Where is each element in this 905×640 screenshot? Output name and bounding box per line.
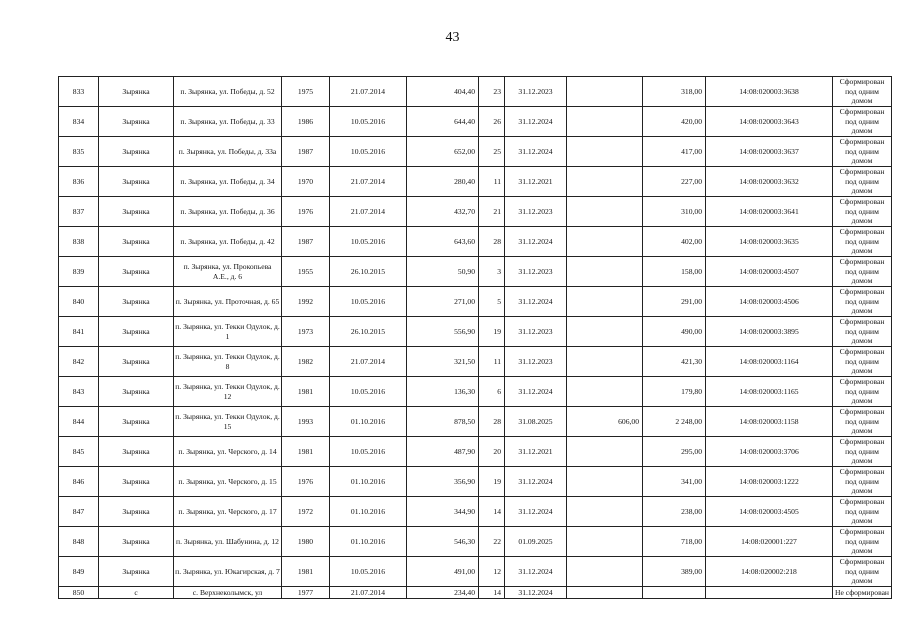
deadline-date-cell: 31.12.2023 [505,317,567,347]
table-row [59,587,892,599]
land-area-cell: 227,00 [643,167,706,197]
row-number-cell: 840 [59,287,99,317]
cadastral-number-cell: 14:08:020003:3635 [706,227,833,257]
deadline-date-cell: 31.12.2024 [505,497,567,527]
table-row [59,167,892,197]
land-status-cell: Сформирован под одним домом [833,107,892,137]
registration-date-cell: 01.10.2016 [330,497,407,527]
registration-date-cell: 10.05.2016 [330,437,407,467]
cadastral-number-cell [706,587,833,599]
residents-count-cell: 3 [479,257,505,287]
total-area-cell: 546,30 [407,527,479,557]
land-status-cell: Не сформирован [833,587,892,599]
deadline-date-cell: 31.12.2021 [505,167,567,197]
extra-area-cell [567,497,643,527]
table-row [59,407,892,437]
locality-cell: Зырянка [99,77,174,107]
total-area-cell: 344,90 [407,497,479,527]
total-area-cell: 271,00 [407,287,479,317]
year-built-cell: 1955 [282,257,330,287]
row-number-cell: 834 [59,107,99,137]
total-area-cell: 878,50 [407,407,479,437]
deadline-date-cell: 31.12.2024 [505,287,567,317]
address-cell: п. Зырянка, ул. Черского, д. 14 [174,437,282,467]
address-cell: п. Зырянка, ул. Победы, д. 42 [174,227,282,257]
table-row [59,197,892,227]
residents-count-cell: 21 [479,197,505,227]
residents-count-cell: 12 [479,557,505,587]
total-area-cell: 50,90 [407,257,479,287]
address-cell: п. Зырянка, ул. Победы, д. 36 [174,197,282,227]
total-area-cell: 652,00 [407,137,479,167]
registration-date-cell: 10.05.2016 [330,227,407,257]
row-number-cell: 843 [59,377,99,407]
land-area-cell: 421,30 [643,347,706,377]
cadastral-number-cell: 14:08:020003:3632 [706,167,833,197]
land-area-cell: 490,00 [643,317,706,347]
year-built-cell: 1987 [282,137,330,167]
land-status-cell: Сформирован под одним домом [833,167,892,197]
total-area-cell: 644,40 [407,107,479,137]
residents-count-cell: 23 [479,77,505,107]
table-row [59,377,892,407]
extra-area-cell [567,377,643,407]
registration-date-cell: 10.05.2016 [330,107,407,137]
extra-area-cell [567,197,643,227]
table-row [59,257,892,287]
extra-area-cell [567,227,643,257]
extra-area-cell [567,467,643,497]
cadastral-number-cell: 14:08:020003:1222 [706,467,833,497]
extra-area-cell [567,527,643,557]
total-area-cell: 491,00 [407,557,479,587]
housing-registry-table [58,76,892,599]
residents-count-cell: 14 [479,497,505,527]
year-built-cell: 1970 [282,167,330,197]
total-area-cell: 234,40 [407,587,479,599]
total-area-cell: 280,40 [407,167,479,197]
table-row [59,497,892,527]
cadastral-number-cell: 14:08:020003:3895 [706,317,833,347]
table-row [59,557,892,587]
registration-date-cell: 10.05.2016 [330,377,407,407]
registration-date-cell: 21.07.2014 [330,167,407,197]
deadline-date-cell: 31.12.2024 [505,467,567,497]
year-built-cell: 1987 [282,227,330,257]
cadastral-number-cell: 14:08:020003:3706 [706,437,833,467]
land-area-cell: 2 248,00 [643,407,706,437]
registration-date-cell: 01.10.2016 [330,527,407,557]
year-built-cell: 1976 [282,467,330,497]
locality-cell: Зырянка [99,467,174,497]
row-number-cell: 833 [59,77,99,107]
locality-cell: Зырянка [99,287,174,317]
address-cell: п. Зырянка, ул. Текки Одулок, д. 8 [174,347,282,377]
address-cell: п. Зырянка, ул. Юкагирская, д. 7 [174,557,282,587]
year-built-cell: 1986 [282,107,330,137]
residents-count-cell: 28 [479,227,505,257]
deadline-date-cell: 31.12.2023 [505,347,567,377]
row-number-cell: 841 [59,317,99,347]
land-area-cell: 158,00 [643,257,706,287]
total-area-cell: 643,60 [407,227,479,257]
locality-cell: Зырянка [99,227,174,257]
locality-cell: с [99,587,174,599]
residents-count-cell: 22 [479,527,505,557]
row-number-cell: 839 [59,257,99,287]
land-area-cell: 291,00 [643,287,706,317]
year-built-cell: 1992 [282,287,330,317]
year-built-cell: 1982 [282,347,330,377]
address-cell: п. Зырянка, ул. Победы, д. 33а [174,137,282,167]
land-status-cell: Сформирован под одним домом [833,287,892,317]
deadline-date-cell: 31.12.2024 [505,107,567,137]
registration-date-cell: 21.07.2014 [330,197,407,227]
cadastral-number-cell: 14:08:020003:1165 [706,377,833,407]
row-number-cell: 838 [59,227,99,257]
land-status-cell: Сформирован под одним домом [833,227,892,257]
total-area-cell: 404,40 [407,77,479,107]
registration-date-cell: 26.10.2015 [330,317,407,347]
land-area-cell: 389,00 [643,557,706,587]
locality-cell: Зырянка [99,347,174,377]
residents-count-cell: 6 [479,377,505,407]
land-area-cell: 238,00 [643,497,706,527]
land-area-cell: 402,00 [643,227,706,257]
cadastral-number-cell: 14:08:020003:1158 [706,407,833,437]
total-area-cell: 556,90 [407,317,479,347]
land-status-cell: Сформирован под одним домом [833,467,892,497]
deadline-date-cell: 01.09.2025 [505,527,567,557]
land-area-cell: 318,00 [643,77,706,107]
extra-area-cell [567,107,643,137]
row-number-cell: 847 [59,497,99,527]
extra-area-cell [567,257,643,287]
cadastral-number-cell: 14:08:020003:4507 [706,257,833,287]
table-row [59,227,892,257]
year-built-cell: 1975 [282,77,330,107]
land-area-cell: 417,00 [643,137,706,167]
residents-count-cell: 28 [479,407,505,437]
total-area-cell: 136,30 [407,377,479,407]
land-area-cell: 295,00 [643,437,706,467]
locality-cell: Зырянка [99,437,174,467]
residents-count-cell: 20 [479,437,505,467]
extra-area-cell [567,77,643,107]
row-number-cell: 837 [59,197,99,227]
locality-cell: Зырянка [99,257,174,287]
year-built-cell: 1973 [282,317,330,347]
total-area-cell: 432,70 [407,197,479,227]
year-built-cell: 1972 [282,497,330,527]
address-cell: п. Зырянка, ул. Прокопьева А.Е., д. 6 [174,257,282,287]
total-area-cell: 356,90 [407,467,479,497]
land-status-cell: Сформирован под одним домом [833,317,892,347]
locality-cell: Зырянка [99,137,174,167]
table-row [59,107,892,137]
total-area-cell: 321,50 [407,347,479,377]
address-cell: п. Зырянка, ул. Текки Одулок, д. 12 [174,377,282,407]
residents-count-cell: 11 [479,167,505,197]
land-status-cell: Сформирован под одним домом [833,377,892,407]
locality-cell: Зырянка [99,407,174,437]
year-built-cell: 1993 [282,407,330,437]
registration-date-cell: 21.07.2014 [330,77,407,107]
deadline-date-cell: 31.12.2024 [505,587,567,599]
deadline-date-cell: 31.12.2023 [505,257,567,287]
cadastral-number-cell: 14:08:020003:3641 [706,197,833,227]
registration-date-cell: 26.10.2015 [330,257,407,287]
deadline-date-cell: 31.12.2024 [505,377,567,407]
table-row [59,317,892,347]
locality-cell: Зырянка [99,497,174,527]
table-row [59,437,892,467]
land-area-cell: 179,80 [643,377,706,407]
residents-count-cell: 26 [479,107,505,137]
total-area-cell: 487,90 [407,437,479,467]
cadastral-number-cell: 14:08:020001:227 [706,527,833,557]
year-built-cell: 1981 [282,557,330,587]
address-cell: п. Зырянка, ул. Шабунина, д. 12 [174,527,282,557]
cadastral-number-cell: 14:08:020003:3638 [706,77,833,107]
year-built-cell: 1981 [282,437,330,467]
locality-cell: Зырянка [99,107,174,137]
cadastral-number-cell: 14:08:020003:4505 [706,497,833,527]
cadastral-number-cell: 14:08:020003:4506 [706,287,833,317]
land-status-cell: Сформирован под одним домом [833,197,892,227]
deadline-date-cell: 31.12.2023 [505,77,567,107]
deadline-date-cell: 31.12.2021 [505,437,567,467]
extra-area-cell [567,437,643,467]
locality-cell: Зырянка [99,557,174,587]
extra-area-cell [567,167,643,197]
extra-area-cell [567,347,643,377]
registration-date-cell: 10.05.2016 [330,137,407,167]
extra-area-cell: 606,00 [567,407,643,437]
table-row [59,77,892,107]
year-built-cell: 1980 [282,527,330,557]
land-area-cell: 420,00 [643,107,706,137]
land-area-cell: 341,00 [643,467,706,497]
registration-date-cell: 21.07.2014 [330,347,407,377]
row-number-cell: 848 [59,527,99,557]
address-cell: п. Зырянка, ул. Текки Одулок, д. 15 [174,407,282,437]
registration-date-cell: 10.05.2016 [330,287,407,317]
locality-cell: Зырянка [99,197,174,227]
land-status-cell: Сформирован под одним домом [833,407,892,437]
land-status-cell: Сформирован под одним домом [833,497,892,527]
row-number-cell: 835 [59,137,99,167]
table-row [59,287,892,317]
residents-count-cell: 19 [479,317,505,347]
land-area-cell [643,587,706,599]
address-cell: п. Зырянка, ул. Победы, д. 34 [174,167,282,197]
address-cell: п. Зырянка, ул. Текки Одулок, д. 1 [174,317,282,347]
land-status-cell: Сформирован под одним домом [833,257,892,287]
row-number-cell: 849 [59,557,99,587]
land-status-cell: Сформирован под одним домом [833,557,892,587]
residents-count-cell: 11 [479,347,505,377]
row-number-cell: 836 [59,167,99,197]
registration-date-cell: 01.10.2016 [330,407,407,437]
land-status-cell: Сформирован под одним домом [833,77,892,107]
table-row [59,137,892,167]
locality-cell: Зырянка [99,317,174,347]
land-status-cell: Сформирован под одним домом [833,137,892,167]
row-number-cell: 845 [59,437,99,467]
extra-area-cell [567,317,643,347]
address-cell: с. Верхнеколымск, ул [174,587,282,599]
table-row [59,467,892,497]
address-cell: п. Зырянка, ул. Проточная, д. 65 [174,287,282,317]
extra-area-cell [567,287,643,317]
row-number-cell: 842 [59,347,99,377]
address-cell: п. Зырянка, ул. Черского, д. 15 [174,467,282,497]
land-status-cell: Сформирован под одним домом [833,527,892,557]
table-body [59,77,892,599]
cadastral-number-cell: 14:08:020003:3637 [706,137,833,167]
deadline-date-cell: 31.08.2025 [505,407,567,437]
registration-date-cell: 21.07.2014 [330,587,407,599]
deadline-date-cell: 31.12.2023 [505,197,567,227]
residents-count-cell: 25 [479,137,505,167]
cadastral-number-cell: 14:08:020003:3643 [706,107,833,137]
deadline-date-cell: 31.12.2024 [505,227,567,257]
address-cell: п. Зырянка, ул. Победы, д. 52 [174,77,282,107]
deadline-date-cell: 31.12.2024 [505,137,567,167]
address-cell: п. Зырянка, ул. Победы, д. 33 [174,107,282,137]
land-area-cell: 310,00 [643,197,706,227]
extra-area-cell [567,587,643,599]
extra-area-cell [567,557,643,587]
residents-count-cell: 19 [479,467,505,497]
address-cell: п. Зырянка, ул. Черского, д. 17 [174,497,282,527]
locality-cell: Зырянка [99,527,174,557]
registration-date-cell: 01.10.2016 [330,467,407,497]
row-number-cell: 844 [59,407,99,437]
extra-area-cell [567,137,643,167]
year-built-cell: 1976 [282,197,330,227]
year-built-cell: 1981 [282,377,330,407]
registration-date-cell: 10.05.2016 [330,557,407,587]
year-built-cell: 1977 [282,587,330,599]
locality-cell: Зырянка [99,167,174,197]
deadline-date-cell: 31.12.2024 [505,557,567,587]
land-area-cell: 718,00 [643,527,706,557]
cadastral-number-cell: 14:08:020003:1164 [706,347,833,377]
table-row [59,347,892,377]
locality-cell: Зырянка [99,377,174,407]
row-number-cell: 850 [59,587,99,599]
residents-count-cell: 14 [479,587,505,599]
residents-count-cell: 5 [479,287,505,317]
page-number: 43 [445,30,460,45]
row-number-cell: 846 [59,467,99,497]
land-status-cell: Сформирован под одним домом [833,347,892,377]
land-status-cell: Сформирован под одним домом [833,437,892,467]
cadastral-number-cell: 14:08:020002:218 [706,557,833,587]
table-row [59,527,892,557]
